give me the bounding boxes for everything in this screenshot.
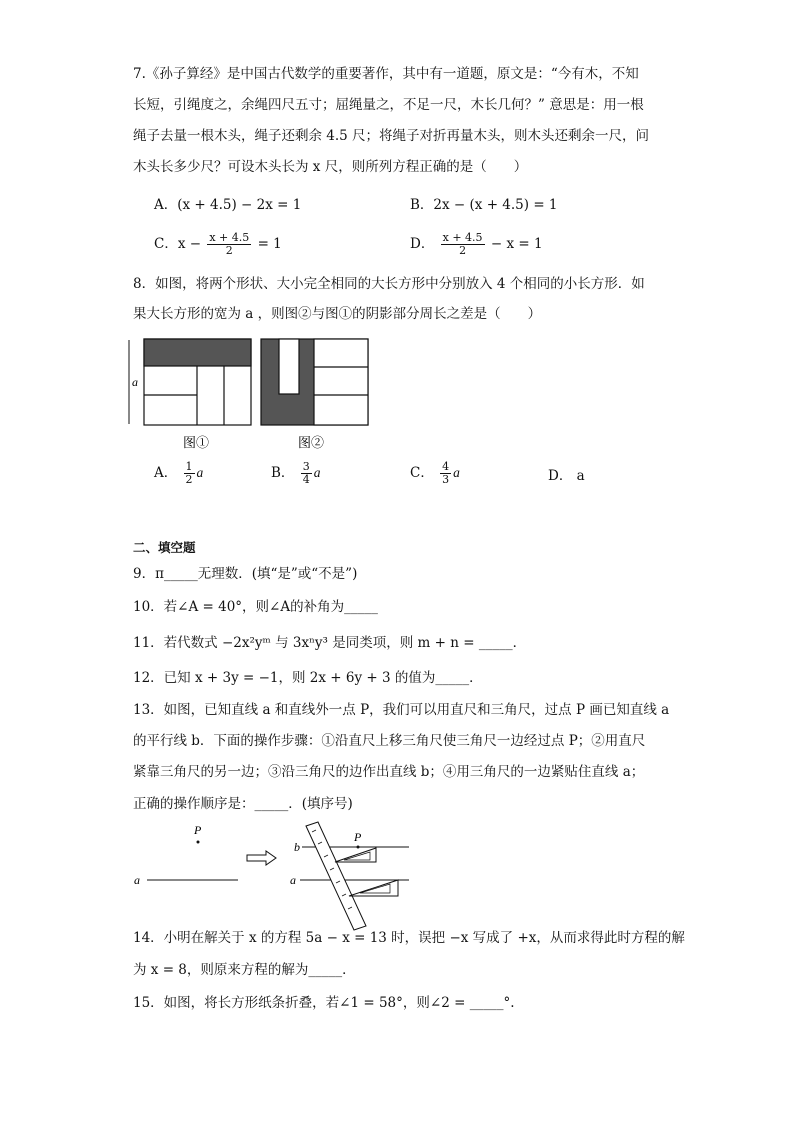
fig2-caption: 图② (298, 436, 325, 451)
q14-line2: 为 x = 8，则原来方程的解为_____． (133, 962, 356, 978)
fig13-label-a2: a (290, 873, 296, 887)
figure-2 (261, 339, 368, 425)
q8-option-c-fraction (440, 461, 451, 486)
fig13-label-a: a (134, 873, 140, 887)
q7-option-a: A．(x + 4.5) − 2x = 1 (154, 197, 302, 213)
q13-line4: 正确的操作顺序是：_____．(填序号) (133, 796, 353, 812)
q13-line3: 紧靠三角尺的另一边；③沿三角尺的边作出直线 b；④用三角尺的一边紧贴住直线 a； (133, 764, 645, 780)
q7-option-c-den: 2 (225, 244, 233, 258)
q8-option-a-fraction (184, 461, 195, 486)
q13-figure (130, 820, 430, 932)
q13-line2: 的平行线 b．下面的操作步骤：①沿直尺上移三角尺使三角尺一边经过点 P；②用直尺 (133, 733, 646, 749)
q7-option-c-num: x + 4.5 (209, 231, 250, 244)
q7-option-d-label: D． (410, 236, 435, 253)
q7-option-d-tail: − x = 1 (490, 236, 543, 253)
q12: 12．已知 x + 3y = −1，则 2x + 6y + 3 的值为_____． (133, 670, 483, 686)
fig2-right-block (314, 339, 368, 425)
q8-option-a-den: 2 (185, 473, 193, 487)
q11: 11．若代数式 −2x²yᵐ 与 3xⁿy³ 是同类项，则 m + n = _____． (133, 635, 527, 651)
q8-option-c (410, 461, 460, 486)
q8-option-b-label: B． (271, 465, 295, 482)
q7-option-d (410, 232, 543, 257)
arrow-icon (247, 851, 276, 865)
q8-option-a-var: a (196, 465, 204, 481)
q7-option-d-fraction (441, 232, 485, 257)
q8-option-a (154, 461, 203, 486)
fig13-label-P: P (194, 823, 202, 837)
fig1-shaded-region (144, 339, 251, 366)
q10: 10．若∠A = 40°，则∠A的补角为_____ (133, 599, 378, 615)
q7-option-c (154, 232, 282, 257)
fig13-label-P2: P (354, 830, 362, 844)
figure-1 (144, 339, 251, 425)
q8-line1: 8．如图，将两个形状、大小完全相同的大长方形中分别放入 4 个相同的小长方形．如 (133, 276, 645, 292)
q8-option-b-num: 3 (302, 460, 310, 473)
q8-option-c-label: C． (410, 465, 434, 482)
q7-option-b: B．2x − (x + 4.5) = 1 (410, 197, 558, 213)
q7-option-c-label: C．x − (154, 236, 202, 253)
q7-line2: 长短，引绳度之，余绳四尺五寸；屈绳量之，不足一尺，木长几何？” 意思是：用一根 (133, 97, 644, 113)
q8-option-b-den: 4 (302, 473, 310, 487)
q7-option-d-num: x + 4.5 (442, 231, 483, 244)
q14-line1: 14．小明在解关于 x 的方程 5a − x = 13 时，误把 −x 写成了 +x，从而求得此时方程的解 (133, 930, 685, 946)
fig1-side-label: a (132, 375, 138, 389)
q15: 15．如图，将长方形纸条折叠，若∠1 = 58°，则∠2 = _____°. (133, 995, 515, 1011)
q8-option-c-den: 3 (442, 473, 450, 487)
q8-option-b-var: a (313, 465, 321, 481)
q8-option-c-num: 4 (442, 460, 450, 473)
q7-option-c-tail: = 1 (257, 236, 282, 253)
fig2-inner-rect (279, 339, 299, 394)
fig1-caption: 图① (183, 436, 210, 451)
q7-line3: 绳子去量一根木头，绳子还剩余 4.5 尺；将绳子对折再量木头，则木头还剩余一尺，问 (133, 128, 650, 144)
q9: 9．π_____无理数．(填“是”或“不是”) (133, 566, 358, 582)
section-title: 二、填空题 (133, 540, 196, 555)
q8-option-a-num: 1 (185, 460, 193, 473)
q7-line4: 木头长多少尺？可设木头长为 x 尺，则所列方程正确的是（ ） (133, 159, 528, 175)
q8-option-b-fraction (301, 461, 312, 486)
fig13-point-P (197, 841, 200, 844)
q8-line2: 果大长方形的宽为 a ，则图②与图①的阴影部分周长之差是（ ） (133, 306, 542, 322)
q8-option-a-label: A． (154, 465, 178, 482)
q7-option-d-den: 2 (459, 244, 467, 258)
fig13-label-b: b (294, 840, 300, 854)
q8-option-b (271, 461, 320, 486)
q8-option-c-var: a (453, 465, 460, 481)
q7-line1: 7.《孙子算经》是中国古代数学的重要著作，其中有一道题，原文是：“今有木，不知 (133, 66, 639, 82)
q8-figures (125, 334, 375, 458)
q7-option-c-fraction (207, 232, 251, 257)
q8-option-d: D． a (548, 468, 585, 484)
q13-line1: 13．如图，已知直线 a 和直线外一点 P，我们可以用直尺和三角尺，过点 P 画已知直线 a (133, 702, 670, 718)
fig13-point-P2 (357, 846, 360, 849)
